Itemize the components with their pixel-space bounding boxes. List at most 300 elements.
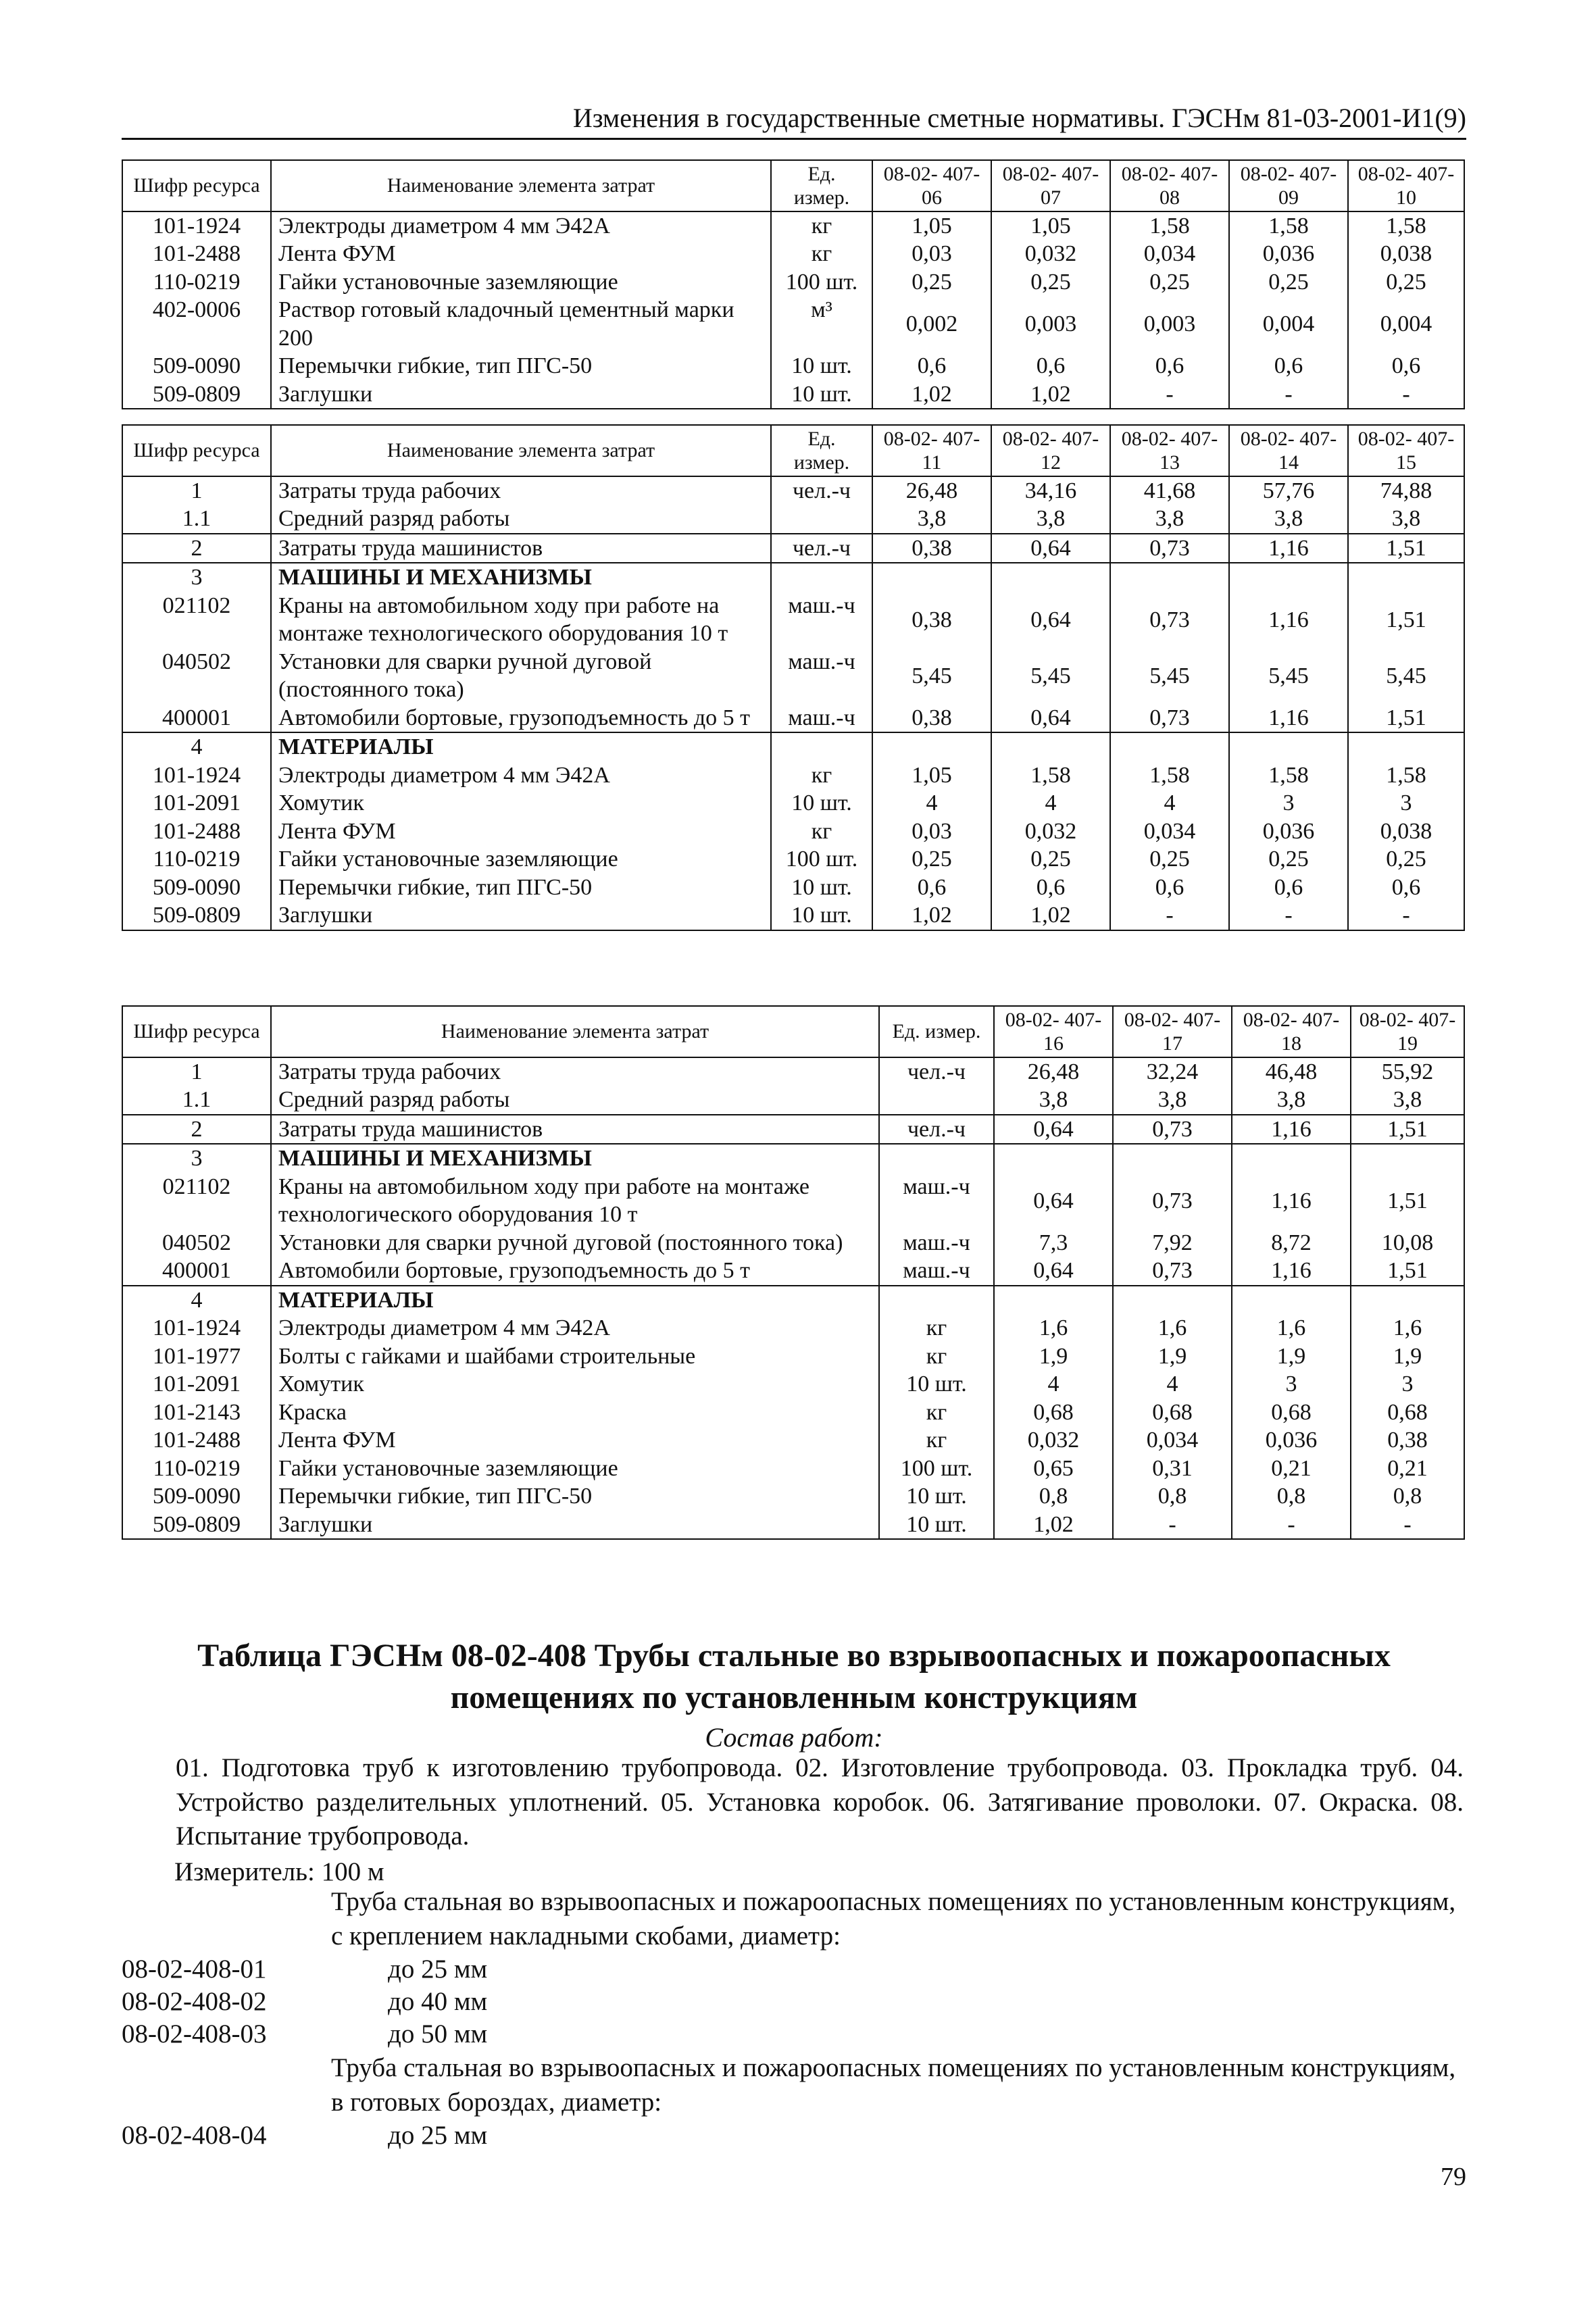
cell-value: 57,76 xyxy=(1229,476,1348,505)
page-header xyxy=(122,95,1466,140)
cell-name: Затраты труда рабочих xyxy=(271,476,771,505)
cell-value xyxy=(872,563,991,591)
cell-code: 101-1924 xyxy=(122,761,271,789)
header-unit: Ед. измер. xyxy=(771,160,872,211)
cell-value: 0,6 xyxy=(991,874,1110,901)
header-unit: Ед. измер. xyxy=(879,1006,994,1057)
cell-name: МАШИНЫ И МЕХАНИЗМЫ xyxy=(271,1144,879,1172)
cell-value: 1,6 xyxy=(1113,1314,1232,1342)
cell-name: Затраты труда машинистов xyxy=(271,1115,879,1144)
table-row xyxy=(122,845,1464,873)
cell-unit: 10 шт. xyxy=(771,901,872,930)
cell-name: Заглушки xyxy=(271,901,771,930)
cell-value: 1,58 xyxy=(1110,761,1229,789)
cell-value: 3 xyxy=(1232,1370,1351,1398)
cell-name: Затраты труда рабочих xyxy=(271,1057,879,1086)
table-row xyxy=(122,296,1464,352)
spec-text: до 50 мм xyxy=(388,2019,488,2048)
group-1-description: Труба стальная во взрывоопасных и пожароопасных помещениях по установленным конструкциям, с креплением накладными скобами, диаметр: xyxy=(331,1887,1456,1951)
cell-value: 0,64 xyxy=(991,704,1110,732)
cell-value: 3 xyxy=(1348,789,1464,817)
cell-value: 1,02 xyxy=(994,1511,1113,1539)
cell-unit: 10 шт. xyxy=(771,789,872,817)
cell-unit: 100 шт. xyxy=(879,1455,994,1482)
header-col: 08-02- 407-11 xyxy=(872,425,991,476)
cell-value xyxy=(991,732,1110,761)
table-row xyxy=(122,534,1464,563)
cell-value: 0,64 xyxy=(994,1257,1113,1285)
cell-unit: кг xyxy=(771,818,872,845)
cell-value: 0,032 xyxy=(991,818,1110,845)
cell-value: 0,25 xyxy=(1229,845,1348,873)
table-row xyxy=(122,352,1464,380)
cell-unit: кг xyxy=(879,1399,994,1426)
cell-value: 0,038 xyxy=(1348,240,1464,268)
cell-value: 0,6 xyxy=(1348,352,1464,380)
header-col: 08-02- 407-17 xyxy=(1113,1006,1232,1057)
cell-code: 040502 xyxy=(122,648,271,704)
table-row xyxy=(122,1455,1464,1482)
cell-value: 1,58 xyxy=(1229,761,1348,789)
cell-value: 1,02 xyxy=(991,901,1110,930)
cell-unit: 100 шт. xyxy=(771,845,872,873)
spec-code: 08-02-408-04 xyxy=(122,2121,267,2150)
header-code: Шифр ресурса xyxy=(122,160,271,211)
cell-value: 0,6 xyxy=(1229,874,1348,901)
cell-value: 46,48 xyxy=(1232,1057,1351,1086)
cell-value: 0,8 xyxy=(1351,1482,1464,1510)
cell-code: 101-1924 xyxy=(122,1314,271,1342)
table-row xyxy=(122,1314,1464,1342)
spec-text: до 40 мм xyxy=(388,1987,488,2016)
cell-value: 0,64 xyxy=(994,1173,1113,1229)
spec-code: 08-02-408-01 xyxy=(122,1955,267,1984)
cell-value: - xyxy=(1348,901,1464,930)
cell-unit xyxy=(771,732,872,761)
cell-value: 0,004 xyxy=(1229,296,1348,352)
header-name: Наименование элемента затрат xyxy=(271,1006,879,1057)
cell-value: 1,16 xyxy=(1232,1257,1351,1285)
spec-code: 08-02-408-03 xyxy=(122,2019,267,2048)
cell-value: 1,58 xyxy=(1348,211,1464,240)
group-2-description: Труба стальная во взрывоопасных и пожароопасных помещениях по установленным конструкциям, в готовых бороздах, диаметр: xyxy=(331,2053,1456,2117)
cell-value: 0,8 xyxy=(1232,1482,1351,1510)
cell-value xyxy=(994,1144,1113,1172)
cell-value: 0,004 xyxy=(1348,296,1464,352)
cell-value: 0,8 xyxy=(994,1482,1113,1510)
cell-value: 0,25 xyxy=(991,268,1110,296)
cell-value: 0,25 xyxy=(1229,268,1348,296)
cell-value: - xyxy=(1232,1511,1351,1539)
cell-value: 1,51 xyxy=(1348,704,1464,732)
cell-unit: 10 шт. xyxy=(879,1511,994,1539)
cell-name: Лента ФУМ xyxy=(271,240,771,268)
cell-name: Электроды диаметром 4 мм Э42А xyxy=(271,761,771,789)
cell-value: 0,25 xyxy=(1110,268,1229,296)
cell-code: 509-0809 xyxy=(122,380,271,409)
cell-value xyxy=(1348,563,1464,591)
cell-code: 101-2091 xyxy=(122,1370,271,1398)
resource-table-3 xyxy=(122,1005,1465,1540)
cell-unit: кг xyxy=(879,1314,994,1342)
cell-name: Раствор готовый кладочный цементный марки 200 xyxy=(271,296,771,352)
cell-unit: 10 шт. xyxy=(879,1370,994,1398)
cell-name: Хомутик xyxy=(271,789,771,817)
cell-value: 1,6 xyxy=(994,1314,1113,1342)
cell-value: 1,58 xyxy=(991,761,1110,789)
table-row xyxy=(122,380,1464,409)
cell-value: 0,73 xyxy=(1113,1257,1232,1285)
cell-value: 0,6 xyxy=(872,352,991,380)
table-row xyxy=(122,1342,1464,1370)
cell-value: 3 xyxy=(1229,789,1348,817)
cell-value: 4 xyxy=(994,1370,1113,1398)
cell-value xyxy=(1348,732,1464,761)
cell-code: 509-0809 xyxy=(122,1511,271,1539)
cell-code: 101-2488 xyxy=(122,1426,271,1454)
table-row xyxy=(122,1399,1464,1426)
table-row xyxy=(122,240,1464,268)
cell-value: 0,73 xyxy=(1110,592,1229,648)
cell-unit: 100 шт. xyxy=(771,268,872,296)
spec-text: до 25 мм xyxy=(388,1955,488,1984)
cell-code: 101-2488 xyxy=(122,818,271,845)
header-col: 08-02- 407-09 xyxy=(1229,160,1348,211)
cell-value xyxy=(1229,563,1348,591)
table-row xyxy=(122,761,1464,789)
table-row xyxy=(122,818,1464,845)
cell-value: 26,48 xyxy=(994,1057,1113,1086)
cell-code: 3 xyxy=(122,563,271,591)
cell-value: 32,24 xyxy=(1113,1057,1232,1086)
resource-table-1 xyxy=(122,159,1465,409)
header-col: 08-02- 407-10 xyxy=(1348,160,1464,211)
cell-unit xyxy=(771,505,872,533)
cell-code: 509-0090 xyxy=(122,352,271,380)
header-text: Изменения в государственные сметные нормативы. ГЭСНм 81-03-2001-И1(9) xyxy=(572,103,1466,133)
cell-value: - xyxy=(1229,380,1348,409)
header-col: 08-02- 407-13 xyxy=(1110,425,1229,476)
cell-unit: 10 шт. xyxy=(771,874,872,901)
cell-unit xyxy=(879,1086,994,1114)
cell-value: 0,38 xyxy=(872,592,991,648)
cell-unit: чел.-ч xyxy=(771,534,872,563)
cell-code: 021102 xyxy=(122,592,271,648)
cell-name: Гайки установочные заземляющие xyxy=(271,268,771,296)
spec-text: до 25 мм xyxy=(388,2121,488,2150)
cell-name: Автомобили бортовые, грузоподъемность до 5 т xyxy=(271,1257,879,1285)
cell-value xyxy=(872,732,991,761)
cell-value: 5,45 xyxy=(1229,648,1348,704)
cell-unit: чел.-ч xyxy=(879,1115,994,1144)
cell-value: 1,51 xyxy=(1351,1173,1464,1229)
cell-value: 1,05 xyxy=(991,211,1110,240)
cell-unit: маш.-ч xyxy=(879,1257,994,1285)
cell-value: 0,6 xyxy=(872,874,991,901)
resource-table-2 xyxy=(122,424,1465,931)
cell-value: 1,16 xyxy=(1229,534,1348,563)
cell-code: 101-1924 xyxy=(122,211,271,240)
cell-value: 0,032 xyxy=(994,1426,1113,1454)
cell-unit: маш.-ч xyxy=(771,648,872,704)
cell-value: 3,8 xyxy=(994,1086,1113,1114)
cell-value xyxy=(1229,732,1348,761)
table-row xyxy=(122,1086,1464,1114)
cell-code: 509-0809 xyxy=(122,901,271,930)
cell-value: 0,034 xyxy=(1110,240,1229,268)
cell-value: 5,45 xyxy=(1348,648,1464,704)
cell-unit: 10 шт. xyxy=(771,380,872,409)
cell-unit: чел.-ч xyxy=(771,476,872,505)
cell-value: 0,6 xyxy=(1110,874,1229,901)
header-col: 08-02- 407-16 xyxy=(994,1006,1113,1057)
cell-unit: кг xyxy=(879,1426,994,1454)
cell-value: 0,8 xyxy=(1113,1482,1232,1510)
header-code: Шифр ресурса xyxy=(122,1006,271,1057)
table-row xyxy=(122,1229,1464,1257)
cell-value: 0,003 xyxy=(991,296,1110,352)
cell-code: 4 xyxy=(122,732,271,761)
cell-value: 0,38 xyxy=(1351,1426,1464,1454)
cell-name: Краны на автомобильном ходу при работе на монтаже технологического оборудования 10 т xyxy=(271,592,771,648)
cell-value: 0,25 xyxy=(1348,268,1464,296)
cell-unit: кг xyxy=(879,1342,994,1370)
cell-value: 7,3 xyxy=(994,1229,1113,1257)
cell-value: 5,45 xyxy=(991,648,1110,704)
table-row xyxy=(122,476,1464,505)
cell-value xyxy=(991,563,1110,591)
cell-code: 2 xyxy=(122,1115,271,1144)
cell-value: 0,03 xyxy=(872,818,991,845)
cell-unit: чел.-ч xyxy=(879,1057,994,1086)
table-row xyxy=(122,1257,1464,1285)
cell-name: Краны на автомобильном ходу при работе на монтаже технологического оборудования 10 т xyxy=(271,1173,879,1229)
cell-value: 3,8 xyxy=(1348,505,1464,533)
cell-value: 0,68 xyxy=(994,1399,1113,1426)
cell-value: 1,9 xyxy=(994,1342,1113,1370)
cell-name: Автомобили бортовые, грузоподъемность до 5 т xyxy=(271,704,771,732)
table-row xyxy=(122,268,1464,296)
cell-code: 402-0006 xyxy=(122,296,271,352)
composition-text xyxy=(122,1751,1464,1854)
table-row xyxy=(122,648,1464,704)
cell-value: 0,003 xyxy=(1110,296,1229,352)
cell-value: 0,68 xyxy=(1113,1399,1232,1426)
header-col: 08-02- 407-12 xyxy=(991,425,1110,476)
cell-value: 1,9 xyxy=(1351,1342,1464,1370)
cell-value: 0,25 xyxy=(872,268,991,296)
cell-value: 1,16 xyxy=(1229,592,1348,648)
cell-value: 0,31 xyxy=(1113,1455,1232,1482)
cell-value: 1,51 xyxy=(1351,1115,1464,1144)
cell-unit: м³ xyxy=(771,296,872,352)
cell-value: 0,38 xyxy=(872,534,991,563)
cell-value: 1,05 xyxy=(872,761,991,789)
cell-value xyxy=(1110,732,1229,761)
table-row xyxy=(122,1426,1464,1454)
cell-name: Гайки установочные заземляющие xyxy=(271,1455,879,1482)
cell-name: Перемычки гибкие, тип ПГС-50 xyxy=(271,1482,879,1510)
cell-name: Затраты труда машинистов xyxy=(271,534,771,563)
cell-value: 74,88 xyxy=(1348,476,1464,505)
cell-value xyxy=(1351,1144,1464,1172)
cell-name: Лента ФУМ xyxy=(271,1426,879,1454)
cell-code: 1 xyxy=(122,1057,271,1086)
table-row xyxy=(122,789,1464,817)
cell-value: 0,6 xyxy=(1110,352,1229,380)
meter-unit: Измеритель: 100 м xyxy=(174,1857,384,1886)
cell-value: 0,68 xyxy=(1232,1399,1351,1426)
cell-value: 1,02 xyxy=(872,380,991,409)
table-row xyxy=(122,211,1464,240)
cell-value: - xyxy=(1110,901,1229,930)
cell-name: Перемычки гибкие, тип ПГС-50 xyxy=(271,874,771,901)
header-col: 08-02- 407-18 xyxy=(1232,1006,1351,1057)
cell-name: МАШИНЫ И МЕХАНИЗМЫ xyxy=(271,563,771,591)
cell-value: - xyxy=(1110,380,1229,409)
cell-unit xyxy=(771,563,872,591)
cell-value: 0,032 xyxy=(991,240,1110,268)
cell-name: МАТЕРИАЛЫ xyxy=(271,1286,879,1314)
cell-code: 400001 xyxy=(122,704,271,732)
cell-value: 0,64 xyxy=(994,1115,1113,1144)
cell-value: 0,64 xyxy=(991,534,1110,563)
cell-unit: маш.-ч xyxy=(879,1229,994,1257)
cell-unit xyxy=(879,1144,994,1172)
cell-code: 1 xyxy=(122,476,271,505)
cell-value: 0,21 xyxy=(1351,1455,1464,1482)
cell-value: 0,25 xyxy=(872,845,991,873)
cell-code: 2 xyxy=(122,534,271,563)
cell-value: 0,73 xyxy=(1110,534,1229,563)
table-row xyxy=(122,1370,1464,1398)
cell-value: 0,6 xyxy=(1229,352,1348,380)
cell-value: 0,64 xyxy=(991,592,1110,648)
header-col: 08-02- 407-19 xyxy=(1351,1006,1464,1057)
table-row xyxy=(122,1057,1464,1086)
table-row xyxy=(122,732,1464,761)
cell-unit: маш.-ч xyxy=(879,1173,994,1229)
cell-value: 1,51 xyxy=(1348,534,1464,563)
cell-code: 101-1977 xyxy=(122,1342,271,1370)
cell-value: 1,02 xyxy=(872,901,991,930)
cell-value: 0,036 xyxy=(1229,240,1348,268)
cell-value: - xyxy=(1351,1511,1464,1539)
cell-value: 1,16 xyxy=(1229,704,1348,732)
cell-code: 101-2091 xyxy=(122,789,271,817)
cell-value: 7,92 xyxy=(1113,1229,1232,1257)
cell-value: - xyxy=(1348,380,1464,409)
cell-unit: кг xyxy=(771,211,872,240)
cell-value: 3,8 xyxy=(1229,505,1348,533)
cell-value: 0,68 xyxy=(1351,1399,1464,1426)
cell-name: Краска xyxy=(271,1399,879,1426)
table-row xyxy=(122,901,1464,930)
cell-value: 4 xyxy=(991,789,1110,817)
cell-value: 3,8 xyxy=(1232,1086,1351,1114)
cell-code: 509-0090 xyxy=(122,1482,271,1510)
cell-code: 110-0219 xyxy=(122,268,271,296)
cell-value: 55,92 xyxy=(1351,1057,1464,1086)
header-col: 08-02- 407-14 xyxy=(1229,425,1348,476)
cell-value: 0,73 xyxy=(1110,704,1229,732)
cell-value xyxy=(1232,1144,1351,1172)
cell-value: 3,8 xyxy=(1110,505,1229,533)
cell-name: Средний разряд работы xyxy=(271,505,771,533)
cell-code: 400001 xyxy=(122,1257,271,1285)
cell-name: Гайки установочные заземляющие xyxy=(271,845,771,873)
cell-value: 0,034 xyxy=(1110,818,1229,845)
spec-code: 08-02-408-02 xyxy=(122,1987,267,2016)
cell-name: Средний разряд работы xyxy=(271,1086,879,1114)
cell-unit: кг xyxy=(771,240,872,268)
cell-value: 0,034 xyxy=(1113,1426,1232,1454)
cell-unit: маш.-ч xyxy=(771,704,872,732)
cell-value: 0,25 xyxy=(991,845,1110,873)
cell-value: 0,036 xyxy=(1232,1426,1351,1454)
table-row xyxy=(122,505,1464,533)
cell-name: Болты с гайками и шайбами строительные xyxy=(271,1342,879,1370)
cell-value: 0,6 xyxy=(1348,874,1464,901)
cell-value: 4 xyxy=(1113,1370,1232,1398)
cell-unit xyxy=(879,1286,994,1314)
composition-body: 01. Подготовка труб к изготовлению трубопровода. 02. Изготовление трубопровода. 03. Прокладка труб. 04. Устройство разделительных уплотнений. 05. Установка коробок. 06. Затягивание проволоки. 07. Окраска. 08. Испытание трубопровода. xyxy=(176,1753,1464,1851)
cell-value: 0,65 xyxy=(994,1455,1113,1482)
table-row xyxy=(122,1482,1464,1510)
cell-unit: кг xyxy=(771,761,872,789)
cell-value xyxy=(1110,563,1229,591)
cell-name: МАТЕРИАЛЫ xyxy=(271,732,771,761)
cell-value: 0,6 xyxy=(991,352,1110,380)
page-number: 79 xyxy=(1441,2163,1466,2191)
cell-code: 110-0219 xyxy=(122,1455,271,1482)
cell-value xyxy=(994,1286,1113,1314)
cell-value: 1,6 xyxy=(1351,1314,1464,1342)
cell-value: 1,58 xyxy=(1110,211,1229,240)
table-row xyxy=(122,563,1464,591)
cell-value: 1,51 xyxy=(1348,592,1464,648)
cell-unit: 10 шт. xyxy=(771,352,872,380)
cell-name: Установки для сварки ручной дуговой (постоянного тока) xyxy=(271,1229,879,1257)
cell-code: 4 xyxy=(122,1286,271,1314)
cell-value: 0,25 xyxy=(1110,845,1229,873)
cell-value: 1,6 xyxy=(1232,1314,1351,1342)
cell-value xyxy=(1351,1286,1464,1314)
cell-unit: маш.-ч xyxy=(771,592,872,648)
cell-value: 5,45 xyxy=(872,648,991,704)
table-row xyxy=(122,874,1464,901)
cell-code: 1.1 xyxy=(122,505,271,533)
cell-name: Электроды диаметром 4 мм Э42А xyxy=(271,1314,879,1342)
cell-value: 3,8 xyxy=(991,505,1110,533)
cell-value: 3,8 xyxy=(1351,1086,1464,1114)
cell-value: 3,8 xyxy=(1113,1086,1232,1114)
cell-value: 26,48 xyxy=(872,476,991,505)
header-col: 08-02- 407-06 xyxy=(872,160,991,211)
table-row xyxy=(122,1144,1464,1172)
cell-value: 0,002 xyxy=(872,296,991,352)
cell-name: Лента ФУМ xyxy=(271,818,771,845)
cell-code: 509-0090 xyxy=(122,874,271,901)
cell-value: 0,038 xyxy=(1348,818,1464,845)
cell-value: 1,16 xyxy=(1232,1115,1351,1144)
table-row xyxy=(122,592,1464,648)
cell-value: 1,9 xyxy=(1113,1342,1232,1370)
cell-value: 1,16 xyxy=(1232,1173,1351,1229)
cell-value: 0,036 xyxy=(1229,818,1348,845)
table-row xyxy=(122,1511,1464,1539)
cell-name: Перемычки гибкие, тип ПГС-50 xyxy=(271,352,771,380)
